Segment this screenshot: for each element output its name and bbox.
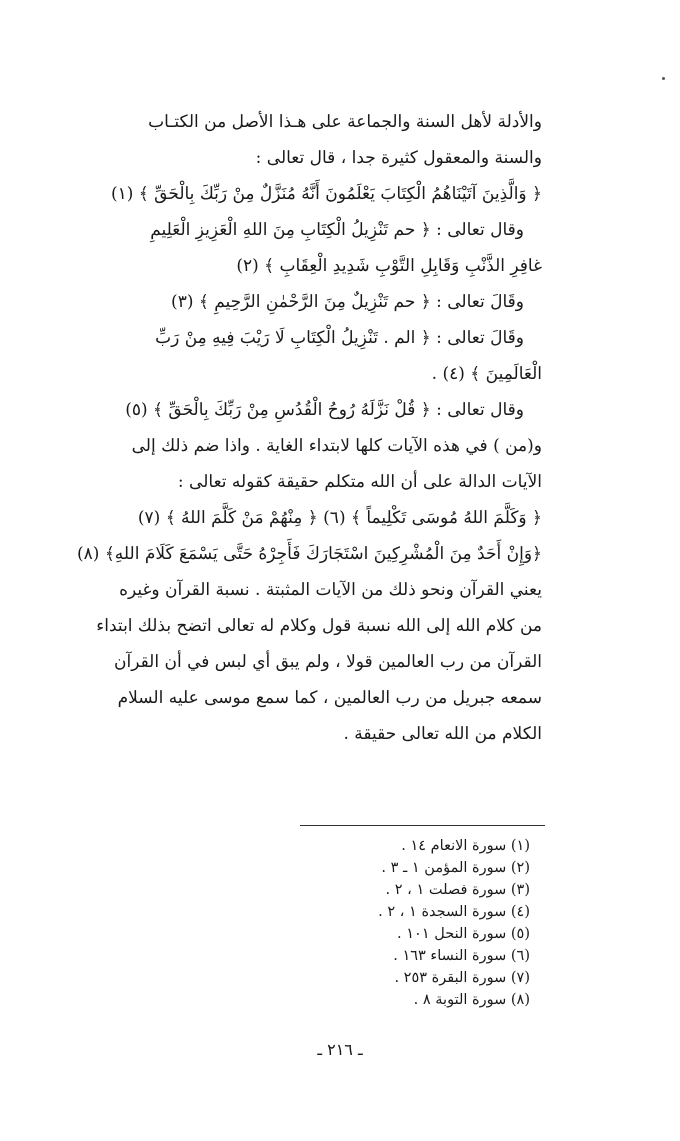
text-line-1: والأدلة لأهل السنة والجماعة على هـذا الأصل من الكتـاب	[148, 112, 542, 132]
footnote-separator	[300, 825, 545, 826]
footnote-6: (٦) سورة النساء ١٦٣ .	[393, 948, 530, 964]
text-line-11: الآيات الدالة على أن الله متكلم حقيقة كقوله تعالى :	[177, 472, 542, 492]
footnote-7: (٧) سورة البقرة ٢٥٣ .	[394, 970, 530, 986]
text-line-7: وقَالَ تعالى : ﴿ الم . تَنْزِيلُ الْكِتَابِ لَا رَيْبَ فِيهِ مِنْ رَبِّ	[155, 328, 524, 348]
main-text	[42, 104, 542, 752]
text-line-4: وقال تعالى : ﴿ حم تَنْزِيلُ الْكِتَابِ مِنَ اللهِ الْعَزِيزِ الْعَلِيمِ	[150, 220, 524, 240]
text-line-6: وقَالَ تعالى : ﴿ حم تَنْزِيلٌ مِنَ الرَّحْمٰنِ الرَّحِيمِ ﴾ (٣)	[171, 292, 524, 312]
page-number: ـ ٢١٦ ـ	[317, 1040, 363, 1059]
verse-line-13: ﴿وَإِنْ أَحَدٌ مِنَ الْمُشْرِكِينَ اسْتَجَارَكَ فَأَجِرْهُ حَتَّى يَسْمَعَ كَلَامَ اللهِ﴾ (٨)	[77, 544, 542, 564]
text-line-18: الكلام من الله تعالى حقيقة .	[343, 724, 542, 744]
footnote-2: (٢) سورة المؤمن ١ ـ ٣ .	[381, 860, 530, 876]
verse-line-3: ﴿ وَالَّذِينَ آتَيْنَاهُمُ الْكِتَابَ يَعْلَمُونَ أَنَّهُ مُنَزَّلٌ مِنْ رَبِّكَ بِالْحَقِّ ﴾ (١)	[110, 184, 542, 204]
text-line-5: غافِرِ الذَّنْبِ وَقَابِلِ التَّوْبِ شَدِيدِ الْعِقَابِ ﴾ (٢)	[236, 256, 542, 276]
scan-speck	[662, 77, 665, 80]
text-line-15: من كلام الله إلى الله نسبة قول وكلام له تعالى اتضح بذلك ابتداء	[96, 616, 542, 636]
text-line-10: و(من ) في هذه الآيات كلها لابتداء الغاية . واذا ضم ذلك إلى	[131, 436, 542, 456]
text-line-8: الْعَالَمِينَ ﴾ (٤) .	[431, 364, 542, 384]
text-line-14: يعني القرآن ونحو ذلك من الآيات المثبتة . نسبة القرآن وغيره	[119, 580, 542, 600]
footnote-1: (١) سورة الانعام ١٤ .	[401, 838, 530, 854]
footnote-8: (٨) سورة التوبة ٨ .	[413, 992, 530, 1008]
text-line-9: وقال تعالى : ﴿ قُلْ نَزَّلَهُ رُوحُ الْقُدُسِ مِنْ رَبِّكَ بِالْحَقِّ ﴾ (٥)	[125, 400, 524, 420]
footnote-5: (٥) سورة النحل ١٠١ .	[397, 926, 530, 942]
footnotes	[280, 835, 530, 1011]
verse-line-12: ﴿ وَكَلَّمَ اللهُ مُوسَى تَكْلِيماً ﴾ (٦) ﴿ مِنْهُمْ مَنْ كَلَّمَ اللهُ ﴾ (٧)	[137, 508, 542, 528]
text-line-2: والسنة والمعقول كثيرة جدا ، قال تعالى :	[255, 148, 542, 168]
footnote-4: (٤) سورة السجدة ١ ، ٢ .	[378, 904, 530, 920]
text-line-17: سمعه جبريل من رب العالمين ، كما سمع موسى عليه السلام	[117, 688, 542, 708]
footnote-3: (٣) سورة فصلت ١ ، ٢ .	[385, 882, 530, 898]
text-line-16: القرآن من رب العالمين قولا ، ولم يبق أي لبس في أن القرآن	[114, 652, 542, 672]
